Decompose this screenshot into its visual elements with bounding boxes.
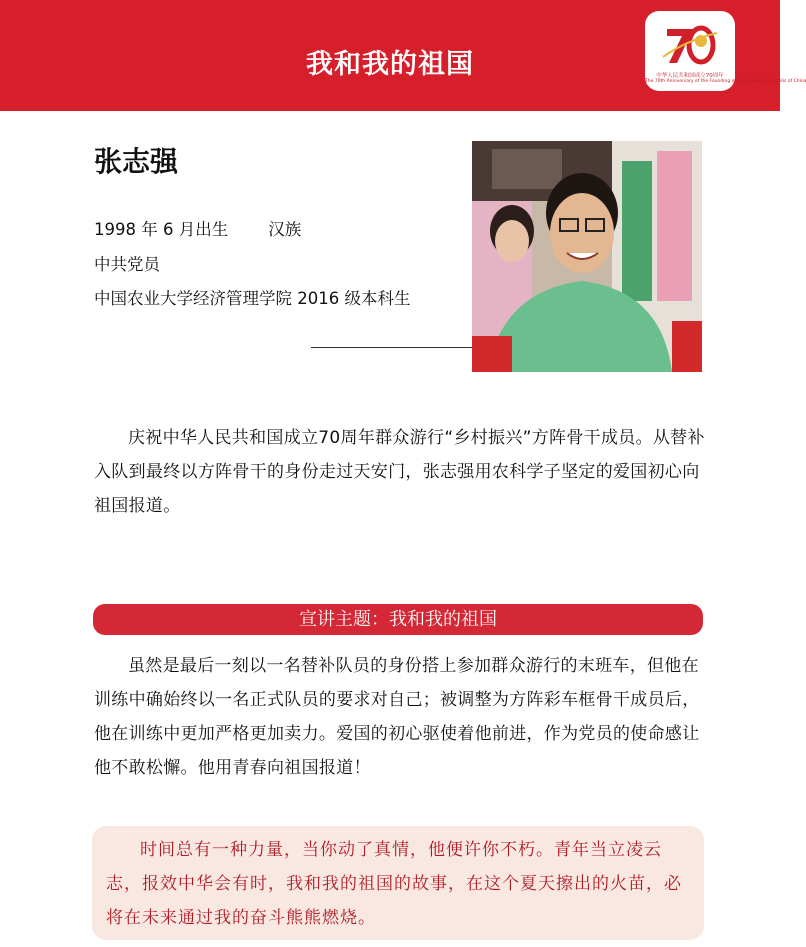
header-banner (0, 0, 806, 111)
intro-paragraph: 庆祝中华人民共和国成立70周年群众游行“乡村振兴”方阵骨干成员。从替补入队到最终以方阵骨干的身份走过天安门，张志强用农科学子坚定的爱国初心向祖国报道。 (94, 428, 705, 516)
person-name: 张志强 (94, 145, 179, 178)
portrait-photo (472, 141, 702, 372)
ethnicity: 汉族 (268, 220, 302, 239)
quote-text: 时间总有一种力量，当你动了真情，他便许你不朽。青年当立凌云志，报效中华会有时，我和我的祖国的故事，在这个夏天擦出的火苗，必将在未来通过我的奋斗熊熊燃烧。 (106, 840, 682, 928)
story-paragraph: 虽然是最后一刻以一名替补队员的身份搭上参加群众游行的末班车，但他在训练中确始终以一名正式队员的要求对自己；被调整为方阵彩车框骨干成员后，他在训练中更加严格更加卖力。爱国的初心驱使着他前进，作为党员的使命感让他不敢松懈。他用青春向祖国报道！ (94, 656, 700, 778)
birth-info (94, 216, 301, 240)
logo-caption-en: The 70th Anniversary of the Founding of The People's Republic of China (645, 79, 806, 84)
anniversary-logo (645, 11, 806, 91)
birth-date: 1998 年 6 月出生 (94, 220, 229, 239)
party-membership: 中共党员 (94, 255, 160, 274)
quote-text-wrap (92, 833, 704, 935)
page-title: 我和我的祖国 (306, 49, 474, 80)
theme-heading: 宣讲主题：我和我的祖国 (93, 604, 703, 635)
school-info: 中国农业大学经济管理学院 2016 级本科生 (94, 289, 411, 308)
logo-caption: 中华人民共和国成立70周年 (656, 73, 724, 79)
divider (311, 347, 473, 348)
